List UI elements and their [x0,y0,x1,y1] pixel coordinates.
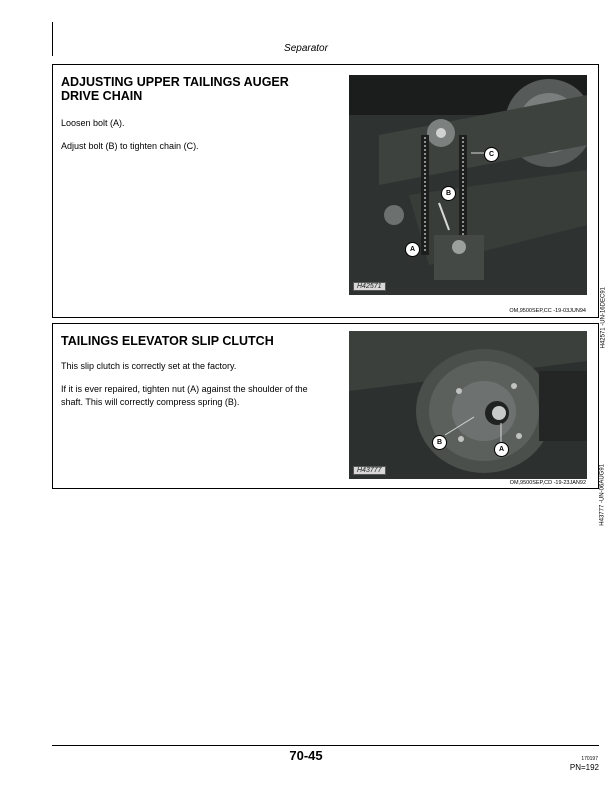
instruction-text: If it is ever repaired, tighten nut (A) against the shoulder of the shaft. This will correctly compress spring (B). [61,384,308,407]
part-number: PN=192 [569,763,599,772]
callout-a: A [405,242,420,257]
section-title: TAILINGS ELEVATOR SLIP CLUTCH [61,334,274,348]
section-slip-clutch [52,323,606,526]
photo-id-label: H43777 [353,466,386,475]
figure-side-code: H42571 -UN-16DEC91 [600,287,606,349]
date-code: 170197 [581,756,598,762]
callout-c: C [484,147,499,162]
auger-drive-chain-photo [349,75,587,295]
instruction-text: This slip clutch is correctly set at the factory. [61,361,237,371]
callout-b: B [432,435,447,450]
page-number: 70-45 [289,748,323,763]
photo-illustration [349,75,587,295]
footer-rule [52,745,599,746]
reference-code: OM,9500SEP,CC -19-03JUN94 [509,308,586,314]
reference-code: OM,9500SEP,CD -19-23JAN92 [509,480,586,486]
callout-a: A [494,442,509,457]
page-header: Separator [284,43,328,54]
slip-clutch-photo [349,331,587,479]
instruction-text: Loosen bolt (A). [61,118,125,128]
callout-b: B [441,186,456,201]
photo-id-label: H42571 [353,282,386,291]
photo-illustration [349,331,587,479]
figure-side-code: H43777 -UN-06AUG91 [600,464,606,526]
instruction-text: Adjust bolt (B) to tighten chain (C). [61,141,199,151]
section-title: ADJUSTING UPPER TAILINGS AUGER DRIVE CHAIN [61,75,289,103]
